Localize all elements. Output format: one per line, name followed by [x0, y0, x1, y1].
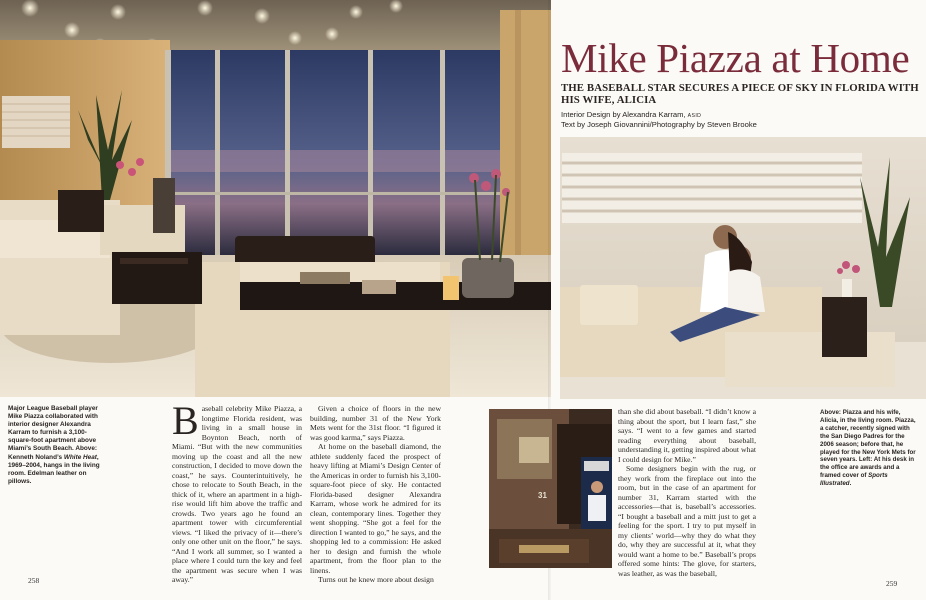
page-number-right: 259	[886, 579, 898, 588]
artwork-title: White Heat	[63, 453, 97, 461]
left-photo-caption	[8, 405, 100, 486]
article-deck: THE BASEBALL STAR SECURES A PIECE OF SKY IN FLORIDA WITH HIS WIFE, ALICIA	[561, 82, 919, 106]
article-title: Mike Piazza at Home	[561, 35, 910, 81]
couple-on-sofa-photo	[560, 137, 926, 399]
body-column-3	[618, 407, 756, 578]
asid-suffix: ASID	[687, 113, 702, 119]
paragraph-text: aseball celebrity Mike Piazza, a longtime Florida resident, was living in a small house in Boynton Beach, north of Miami. “But with the new communities moving up the coast and all the new construction, I decided to move down the coast,” he says. Counterintuitively, he chose to relocate to South Beach, in the thick of it, where an apartment in a high-rise would lift him above the traffic and crowds. Two years ago he found an apartment tower with circumferential views. “I liked the privacy of it—there’s only one other unit on the floor,” he says. “And I work all summer, so I wanted a place where I could turn the key and feel the apartment was secure when I was away.”	[172, 404, 302, 584]
caption-left-text: Major League Baseball player Mike Piazza collaborated with interior designer Alexandra Karram to furnish a 3,100-square-foot apartment above Miami’s South Beach. Above: Kenneth Noland’s	[8, 405, 98, 461]
page-number-left: 258	[28, 576, 40, 585]
caption-left-text-end: , 1969–2004, hangs in the living room. Edelman leather on pillows.	[8, 453, 100, 485]
right-photo-caption	[820, 409, 920, 488]
magazine-title: Sports Illustrated	[820, 472, 888, 488]
caption-right-text-end: .	[849, 480, 852, 488]
body-paragraph: Some designers begin with the rug, or they work from the fireplace out into the room, but in the case of an apartment for number 31, Karram started with the accessories—that is, baseball’s accessories. “I bought a baseball and a mitt just to get a feeling for the sport. I try to put myself in my clients’ world—why they do what they do, why they are successful at it, what they would want a home to be.” Baseball’s props offered some hints: The glove, for starters, was leather, as was the baseball,	[618, 464, 756, 578]
living-room-photo	[0, 0, 551, 397]
design-credit-text: Interior Design by Alexandra Karram,	[561, 110, 688, 119]
body-column-1	[172, 398, 302, 585]
body-column-2	[310, 404, 441, 585]
body-paragraph: than she did about baseball. “I didn’t know a thing about the sport, but I learn fast,” she says. “I went to a few games and started reading everything about baseball, understanding it, getting inspired about what I could design for Mike.”	[618, 407, 756, 464]
body-paragraph: Turns out he knew more about design	[318, 575, 434, 584]
text-photo-credit: Text by Joseph Giovannini/Photography by Steven Brooke	[561, 120, 757, 129]
caption-right-text: Above: Piazza and his wife, Alicia, in the living room. Piazza, a catcher, recently signed with the San Diego Padres for the 2006 season; before that, he played for the New York Mets for seven years. Left: At his desk in the office are awards and a framed cover of	[820, 409, 916, 480]
jersey-number-text: 31	[538, 491, 547, 500]
body-paragraph: At home on the baseball diamond, the athlete suddenly faced the prospect of heavy lifting at Miami’s Design Center of the Americas in order to furnish his 3,100-square-foot piece of sky. He contacted Florida-based designer Alexandra Karram, whose work he admired for its clean, contemporary lines. Together they went shopping. “She got a feel for the direction I wanted to go,” he says, and the shopping led to a commission: He asked her to design and furnish the whole apartment, from the floor plan to the linens.	[310, 442, 441, 575]
body-paragraph	[172, 398, 302, 585]
body-paragraph: Given a choice of floors in the new building, number 31 of the New York Mets went for the 31st floor. “I figured it was good karma,” says Piazza.	[310, 404, 441, 442]
desk-awards-photo	[489, 409, 612, 568]
drop-cap: B	[172, 398, 199, 443]
